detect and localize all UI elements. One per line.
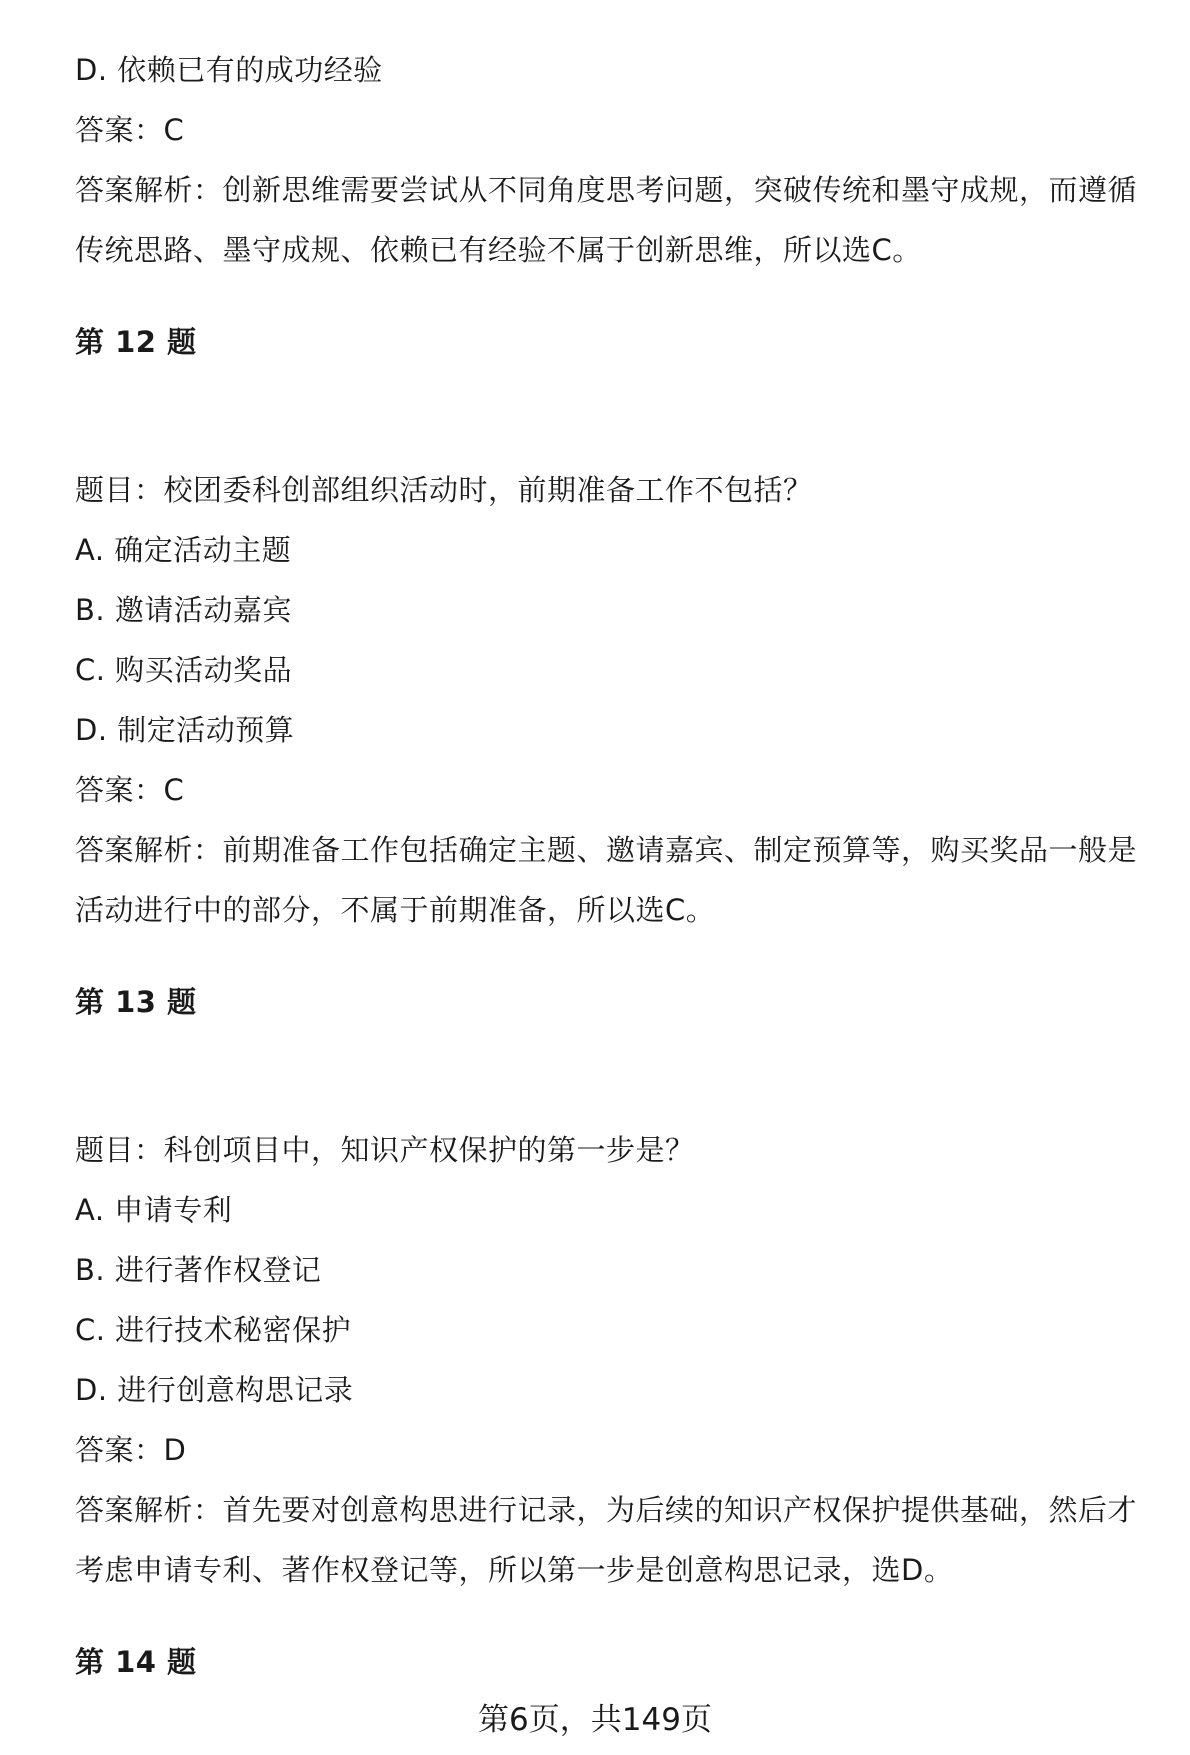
q12-heading: 第 12 题	[75, 325, 197, 359]
q12-analysis-line1: 答案解析：前期准备工作包括确定主题、邀请嘉宾、制定预算等，购买奖品一般是	[75, 833, 1138, 867]
q13-analysis-line1: 答案解析：首先要对创意构思进行记录，为后续的知识产权保护提供基础，然后才	[75, 1493, 1138, 1527]
q12-answer: 答案：C	[75, 773, 185, 807]
q11-analysis-line1: 答案解析：创新思维需要尝试从不同角度思考问题，突破传统和墨守成规，而遵循	[75, 173, 1138, 207]
q13-answer: 答案：D	[75, 1433, 187, 1467]
q12-question: 题目：校团委科创部组织活动时，前期准备工作不包括？	[75, 473, 813, 507]
q12-option-c: C. 购买活动奖品	[75, 653, 293, 687]
q11-answer: 答案：C	[75, 113, 185, 147]
q14-heading: 第 14 题	[75, 1645, 197, 1679]
q11-analysis-line2: 传统思路、墨守成规、依赖已有经验不属于创新思维，所以选C。	[75, 233, 922, 267]
q13-option-c: C. 进行技术秘密保护	[75, 1313, 352, 1347]
q13-option-a: A. 申请专利	[75, 1193, 233, 1227]
q13-analysis-line2: 考虑申请专利、著作权登记等，所以第一步是创意构思记录，选D。	[75, 1553, 954, 1587]
q11-option-d: D. 依赖已有的成功经验	[75, 53, 383, 87]
q12-option-d: D. 制定活动预算	[75, 713, 295, 747]
page-number-footer: 第6页，共149页	[478, 1702, 712, 1738]
q12-option-b: B. 邀请活动嘉宾	[75, 593, 292, 627]
q13-heading: 第 13 题	[75, 985, 197, 1019]
q12-option-a: A. 确定活动主题	[75, 533, 292, 567]
q13-option-d: D. 进行创意构思记录	[75, 1373, 354, 1407]
q13-question: 题目：科创项目中，知识产权保护的第一步是？	[75, 1133, 695, 1167]
q13-option-b: B. 进行著作权登记	[75, 1253, 322, 1287]
q12-analysis-line2: 活动进行中的部分，不属于前期准备，所以选C。	[75, 893, 716, 927]
